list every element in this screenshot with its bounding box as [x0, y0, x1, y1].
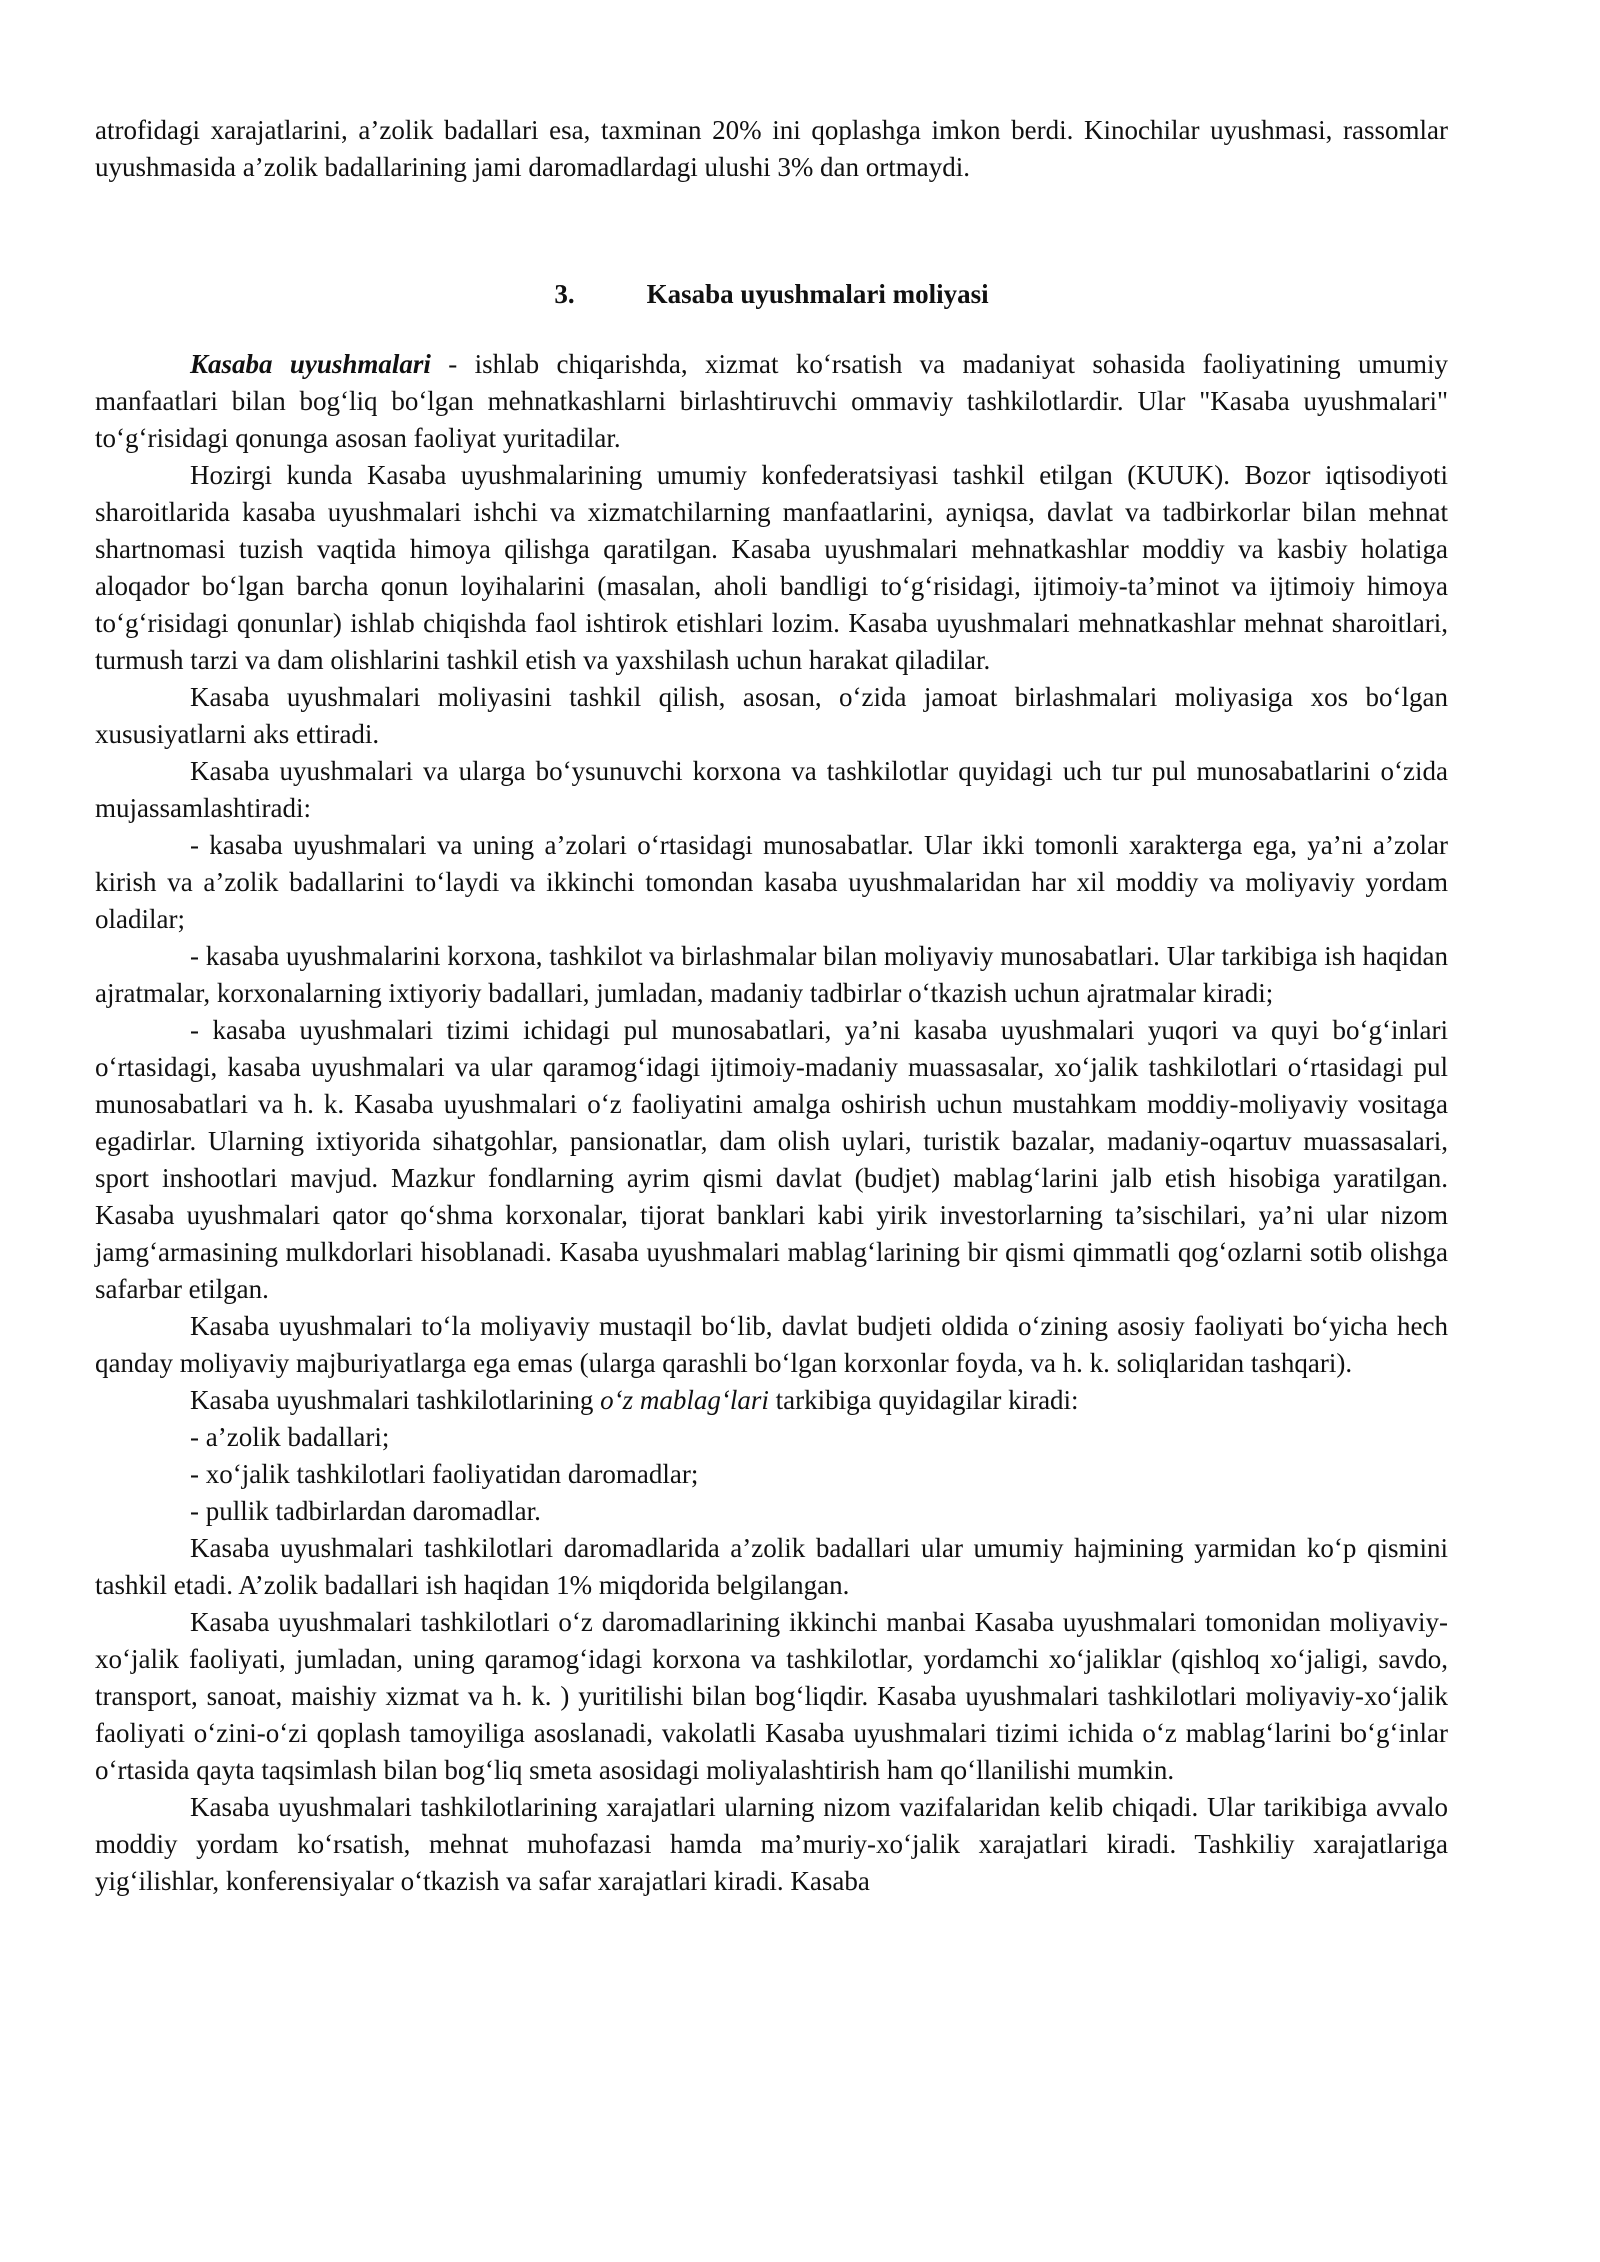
paragraph-relation-internal: - kasaba uyushmalari tizimi ichidagi pul munosabatlari, ya’ni kasaba uyushmalari yuqori va quyi bo‘g‘inlari o‘rtasidagi, kasaba uyushmalari va ular qaramog‘idagi ijtimoiy-madaniy muassasalar, xo‘jalik tashkilotlari o‘rtasidagi pul munosabatlari va h. k. Kasaba uyushmalari o‘z faoliyatini amalga oshirish uchun mustahkam moddiy-moliyaviy vositaga egadirlar. Ularning ixtiyorida sihatgohlar, pansionatlar, dam olish uylari, turistik bazalar, madaniy-oqartuv muassasalari, sport inshootlari mavjud. Mazkur fondlarning ayrim qismi davlat (budjet) mablag‘larini jalb etish hisobiga yaratilgan. Kasaba uyushmalari qator qo‘shma korxonalar, tijorat banklari kabi yirik investorlarning ta’sischilari, ya’ni ular nizom jamg‘armasining mulkdorlari hisoblanadi. Kasaba uyushmalari mablag‘larining bir qismi qimmatli qog‘ozlarni sotib olishga safarbar etilgan.: [95, 1015, 1448, 1304]
paragraph-second-source: Kasaba uyushmalari tashkilotlari o‘z daromadlarining ikkinchi manbai Kasaba uyushmalari tomonidan moliyaviy-xo‘jalik faoliyati, jumladan, uning qaramog‘idagi korxona va tashkilotlar, yordamchi xo‘jaliklar (qishloq xo‘jaligi, savdo, transport, sanoat, maishiy xizmat va h. k. ) yuritilishi bilan bog‘liqdir. Kasaba uyushmalari tashkilotlari moliyaviy-xo‘jalik faoliyati o‘zini-o‘zi qoplash tamoyiliga asoslanadi, vakolatli Kasaba uyushmalari tizimi ichida o‘z mablag‘larini bo‘g‘inlar o‘rtasida qayta taqsimlash bilan bog‘liq smeta asosidagi moliyalashtirish ham qo‘llanilishi mumkin.: [95, 1607, 1448, 1785]
paragraph-relation-members: - kasaba uyushmalari va uning a’zolari o‘rtasidagi munosabatlar. Ular ikki tomonli xarakterga ega, ya’ni a’zolar kirish va a’zolik badallarini to‘laydi va ikkinchi tomondan kasaba uyushmalaridan har xil moddiy va moliyaviy yordam oladilar;: [95, 830, 1448, 934]
section-number: 3.: [554, 279, 575, 309]
list-item: - pullik tadbirlardan daromadlar.: [190, 1496, 541, 1526]
own-funds-italic: o‘z mablag‘lari: [600, 1385, 769, 1415]
paragraph-financial-independence: Kasaba uyushmalari to‘la moliyaviy mustaqil bo‘lib, davlat budjeti oldida o‘zining asosiy faoliyati bo‘yicha hech qanday moliyaviy majburiyatlarga ega emas (ularga qarashli bo‘lgan korxonlar foyda, va h. k. soliqlaridan tashqari).: [95, 1311, 1448, 1378]
paragraph-expenses: Kasaba uyushmalari tashkilotlarining xarajatlari ularning nizom vazifalaridan kelib chiqadi. Ular tarikibiga avvalo moddiy yordam ko‘rsatish, mehnat muhofazasi hamda ma’muriy-xo‘jalik xarajatlari kiradi. Tashkiliy xarajatlariga yig‘ilishlar, konferensiyalar o‘tkazish va safar xarajatlari kiradi. Kasaba: [95, 1792, 1448, 1896]
own-funds-text-before: Kasaba uyushmalari tashkilotlarining: [190, 1385, 601, 1415]
paragraph-membership-fees: Kasaba uyushmalari tashkilotlari daromadlarida a’zolik badallari ular umumiy hajmining yarmidan ko‘p qismini tashkil etadi. A’zolik badallari ish haqidan 1% miqdorida belgilangan.: [95, 1533, 1448, 1600]
section-heading: [95, 276, 1448, 313]
paragraph-own-funds: [95, 1382, 1448, 1419]
section-title: Kasaba uyushmalari moliyasi: [646, 279, 989, 309]
document-page: [95, 112, 1448, 1900]
intro-paragraph: atrofidagi xarajatlarini, a’zolik badallari esa, taxminan 20% ini qoplashga imkon berdi. Kinochilar uyushmasi, rassomlar uyushmasida a’zolik badallarining jami daromadlardagi ulushi 3% dan ortmaydi.: [95, 115, 1448, 182]
paragraph-money-relations: Kasaba uyushmalari va ularga bo‘ysunuvchi korxona va tashkilotlar quyidagi uch tur pul munosabatlarini o‘zida mujassamlashtiradi:: [95, 756, 1448, 823]
own-funds-text-after: tarkibiga quyidagilar kiradi:: [768, 1385, 1079, 1415]
definition-text: - ishlab chiqarishda, xizmat ko‘rsatish va madaniyat sohasida faoliyatining umumiy manfaatlari bilan bog‘liq bo‘lgan mehnatkashlarni birlashtiruvchi ommaviy tashkilotlardir. Ular "Kasaba uyushmalari" to‘g‘risidagi qonunga asosan faoliyat yuritadilar.: [95, 349, 1448, 453]
paragraph-kuuk: Hozirgi kunda Kasaba uyushmalarining umumiy konfederatsiyasi tashkil etilgan (KUUK). Bozor iqtisodiyoti sharoitlarida kasaba uyushmalari ishchi va xizmatchilarning manfaatlarini, ayniqsa, davlat va tadbirkorlar bilan mehnat shartnomasi tuzish vaqtida himoya qilishga qaratilgan. Kasaba uyushmalari mehnatkashlar moddiy va kasbiy holatiga aloqador bo‘lgan barcha qonun loyihalarini (masalan, aholi bandligi to‘g‘risidagi, ijtimoiy-ta’minot va ijtimoiy himoya to‘g‘risidagi qonunlar) ishlab chiqishda faol ishtirok etishlari lozim. Kasaba uyushmalari mehnatkashlar mehnat sharoitlari, turmush tarzi va dam olishlarini tashkil etish va yaxshilash uchun harakat qiladilar.: [95, 460, 1448, 675]
definition-term: Kasaba uyushmalari: [190, 349, 431, 379]
list-item: - a’zolik badallari;: [190, 1422, 390, 1452]
list-item: - xo‘jalik tashkilotlari faoliyatidan daromadlar;: [190, 1459, 699, 1489]
paragraph-finance-organization: Kasaba uyushmalari moliyasini tashkil qilish, asosan, o‘zida jamoat birlashmalari moliyasiga xos bo‘lgan xususiyatlarni aks ettiradi.: [95, 682, 1448, 749]
paragraph-definition: [95, 346, 1448, 457]
paragraph-relation-enterprises: - kasaba uyushmalarini korxona, tashkilot va birlashmalar bilan moliyaviy munosabatlari. Ular tarkibiga ish haqidan ajratmalar, korxonalarning ixtiyoriy badallari, jumladan, madaniy tadbirlar o‘tkazish uchun ajratmalar kiradi;: [95, 941, 1448, 1008]
